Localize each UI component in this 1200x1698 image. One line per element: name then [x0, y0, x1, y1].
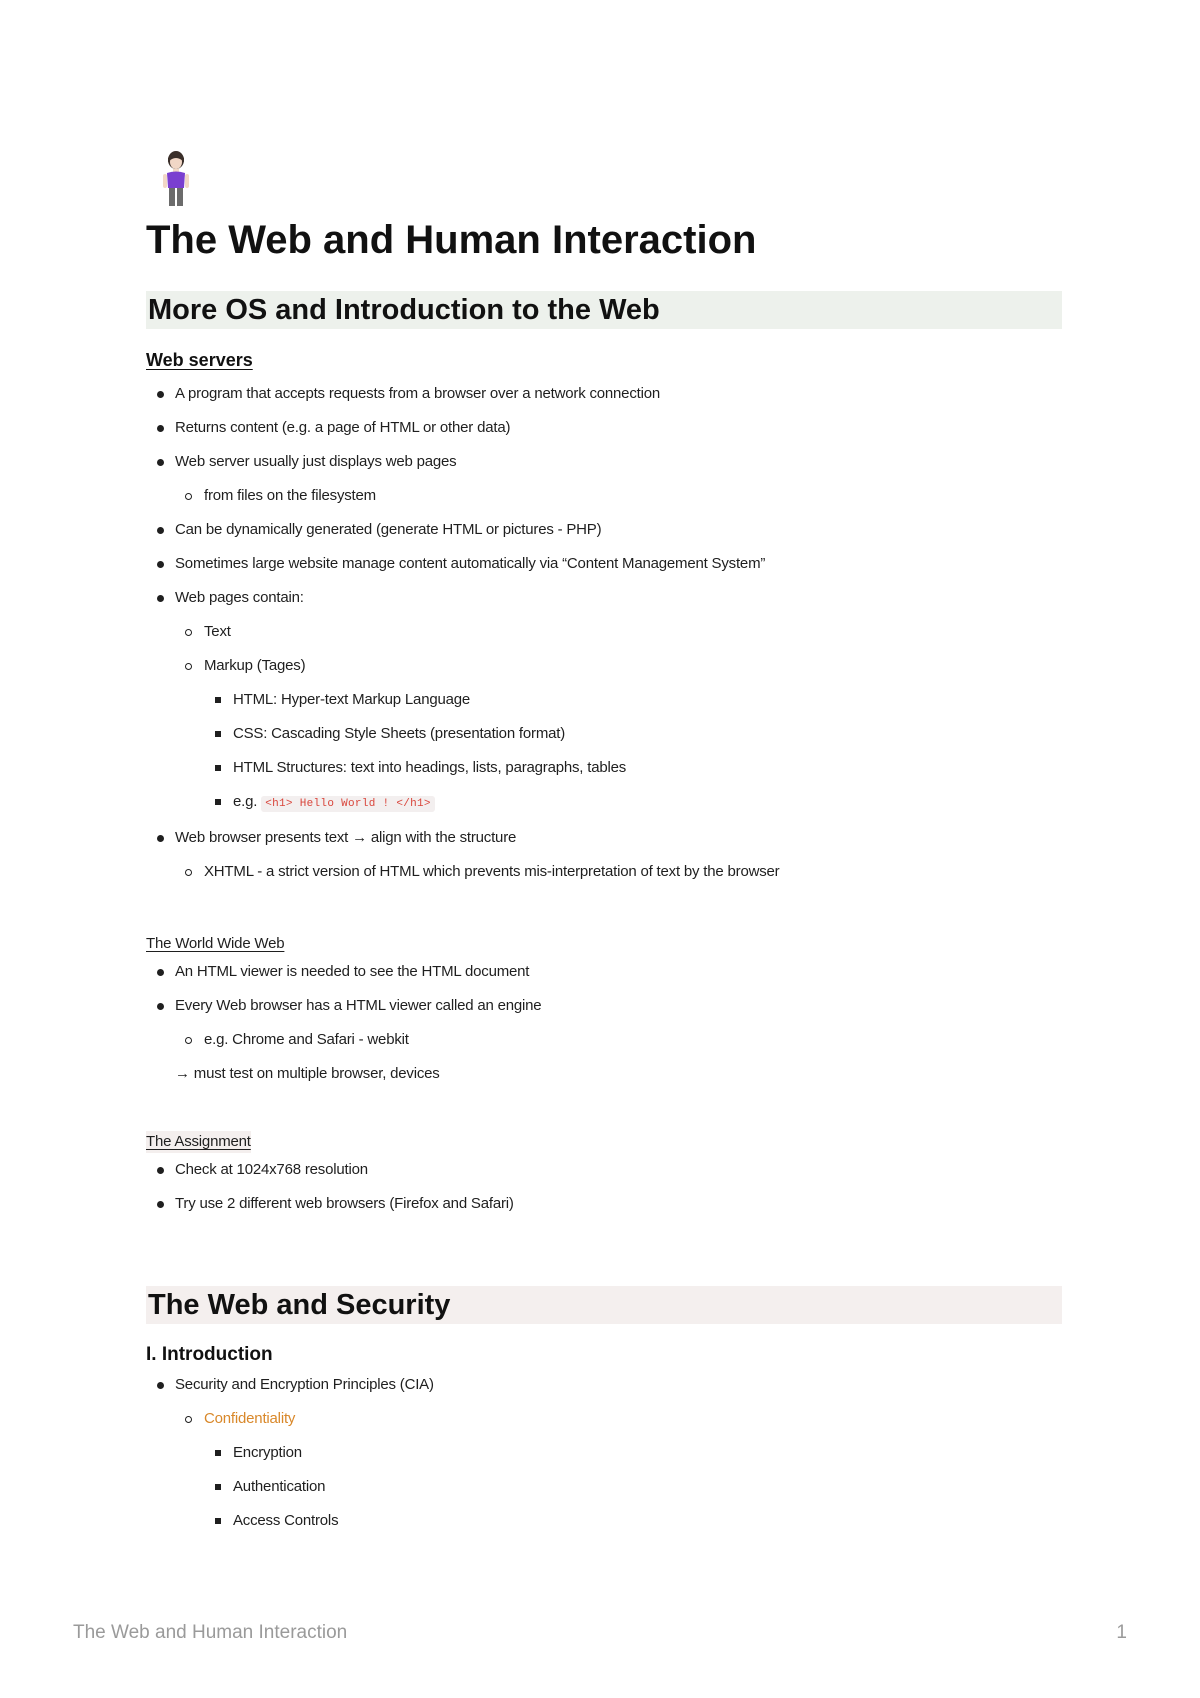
arrow-note: → must test on multiple browser, devices — [175, 1065, 440, 1082]
subheading-assignment: The Assignment — [146, 1131, 251, 1153]
section-heading-web-intro: More OS and Introduction to the Web — [146, 291, 1062, 329]
list-item: Web browser presents text → align with the structure — [146, 821, 1062, 855]
footer-title: The Web and Human Interaction — [73, 1622, 348, 1643]
list-item: Encryption — [146, 1436, 1062, 1470]
list-item: Authentication — [146, 1470, 1062, 1504]
list-item: HTML Structures: text into headings, lists, paragraphs, tables — [146, 751, 1062, 785]
list-item: Web server usually just displays web pages — [146, 445, 1062, 479]
list-item: CSS: Cascading Style Sheets (presentation format) — [146, 717, 1062, 751]
page-footer — [73, 1622, 1127, 1644]
list-item: XHTML - a strict version of HTML which prevents mis-interpretation of text by the browser — [146, 855, 1062, 889]
list-item: e.g. <h1> Hello World ! </h1> — [146, 785, 1062, 821]
list-item: e.g. Chrome and Safari - webkit — [146, 1023, 1062, 1057]
list-item: An HTML viewer is needed to see the HTML document — [146, 955, 1062, 989]
list-item: Every Web browser has a HTML viewer called an engine — [146, 989, 1062, 1023]
assignment-list — [146, 1153, 1062, 1221]
list-item: Markup (Tages) — [146, 649, 1062, 683]
list-item: HTML: Hyper-text Markup Language — [146, 683, 1062, 717]
document-body — [146, 148, 1062, 1538]
subheading-introduction: I. Introduction — [146, 1344, 273, 1365]
list-item: from files on the filesystem — [146, 479, 1062, 513]
subheading-world-wide-web: The World Wide Web — [146, 935, 285, 952]
list-item: Security and Encryption Principles (CIA) — [146, 1368, 1062, 1402]
inline-code: <h1> Hello World ! </h1> — [261, 796, 435, 812]
subheading-web-servers: Web servers — [146, 350, 253, 370]
web-servers-list — [146, 377, 1062, 889]
list-item: Can be dynamically generated (generate HTML or pictures - PHP) — [146, 513, 1062, 547]
list-item: Sometimes large website manage content automatically via “Content Management System” — [146, 547, 1062, 581]
intro-list — [146, 1368, 1062, 1538]
person-standing-icon — [146, 148, 206, 208]
section-heading-web-security: The Web and Security — [146, 1286, 1062, 1324]
list-item: Confidentiality — [146, 1402, 1062, 1436]
list-item: Web pages contain: — [146, 581, 1062, 615]
list-item: Check at 1024x768 resolution — [146, 1153, 1062, 1187]
page-number: 1 — [1116, 1622, 1127, 1643]
list-item: Text — [146, 615, 1062, 649]
page-title: The Web and Human Interaction — [146, 218, 757, 262]
list-item: A program that accepts requests from a browser over a network connection — [146, 377, 1062, 411]
list-item: Returns content (e.g. a page of HTML or other data) — [146, 411, 1062, 445]
list-item: Try use 2 different web browsers (Firefox and Safari) — [146, 1187, 1062, 1221]
list-item: Access Controls — [146, 1504, 1062, 1538]
www-list — [146, 955, 1062, 1091]
